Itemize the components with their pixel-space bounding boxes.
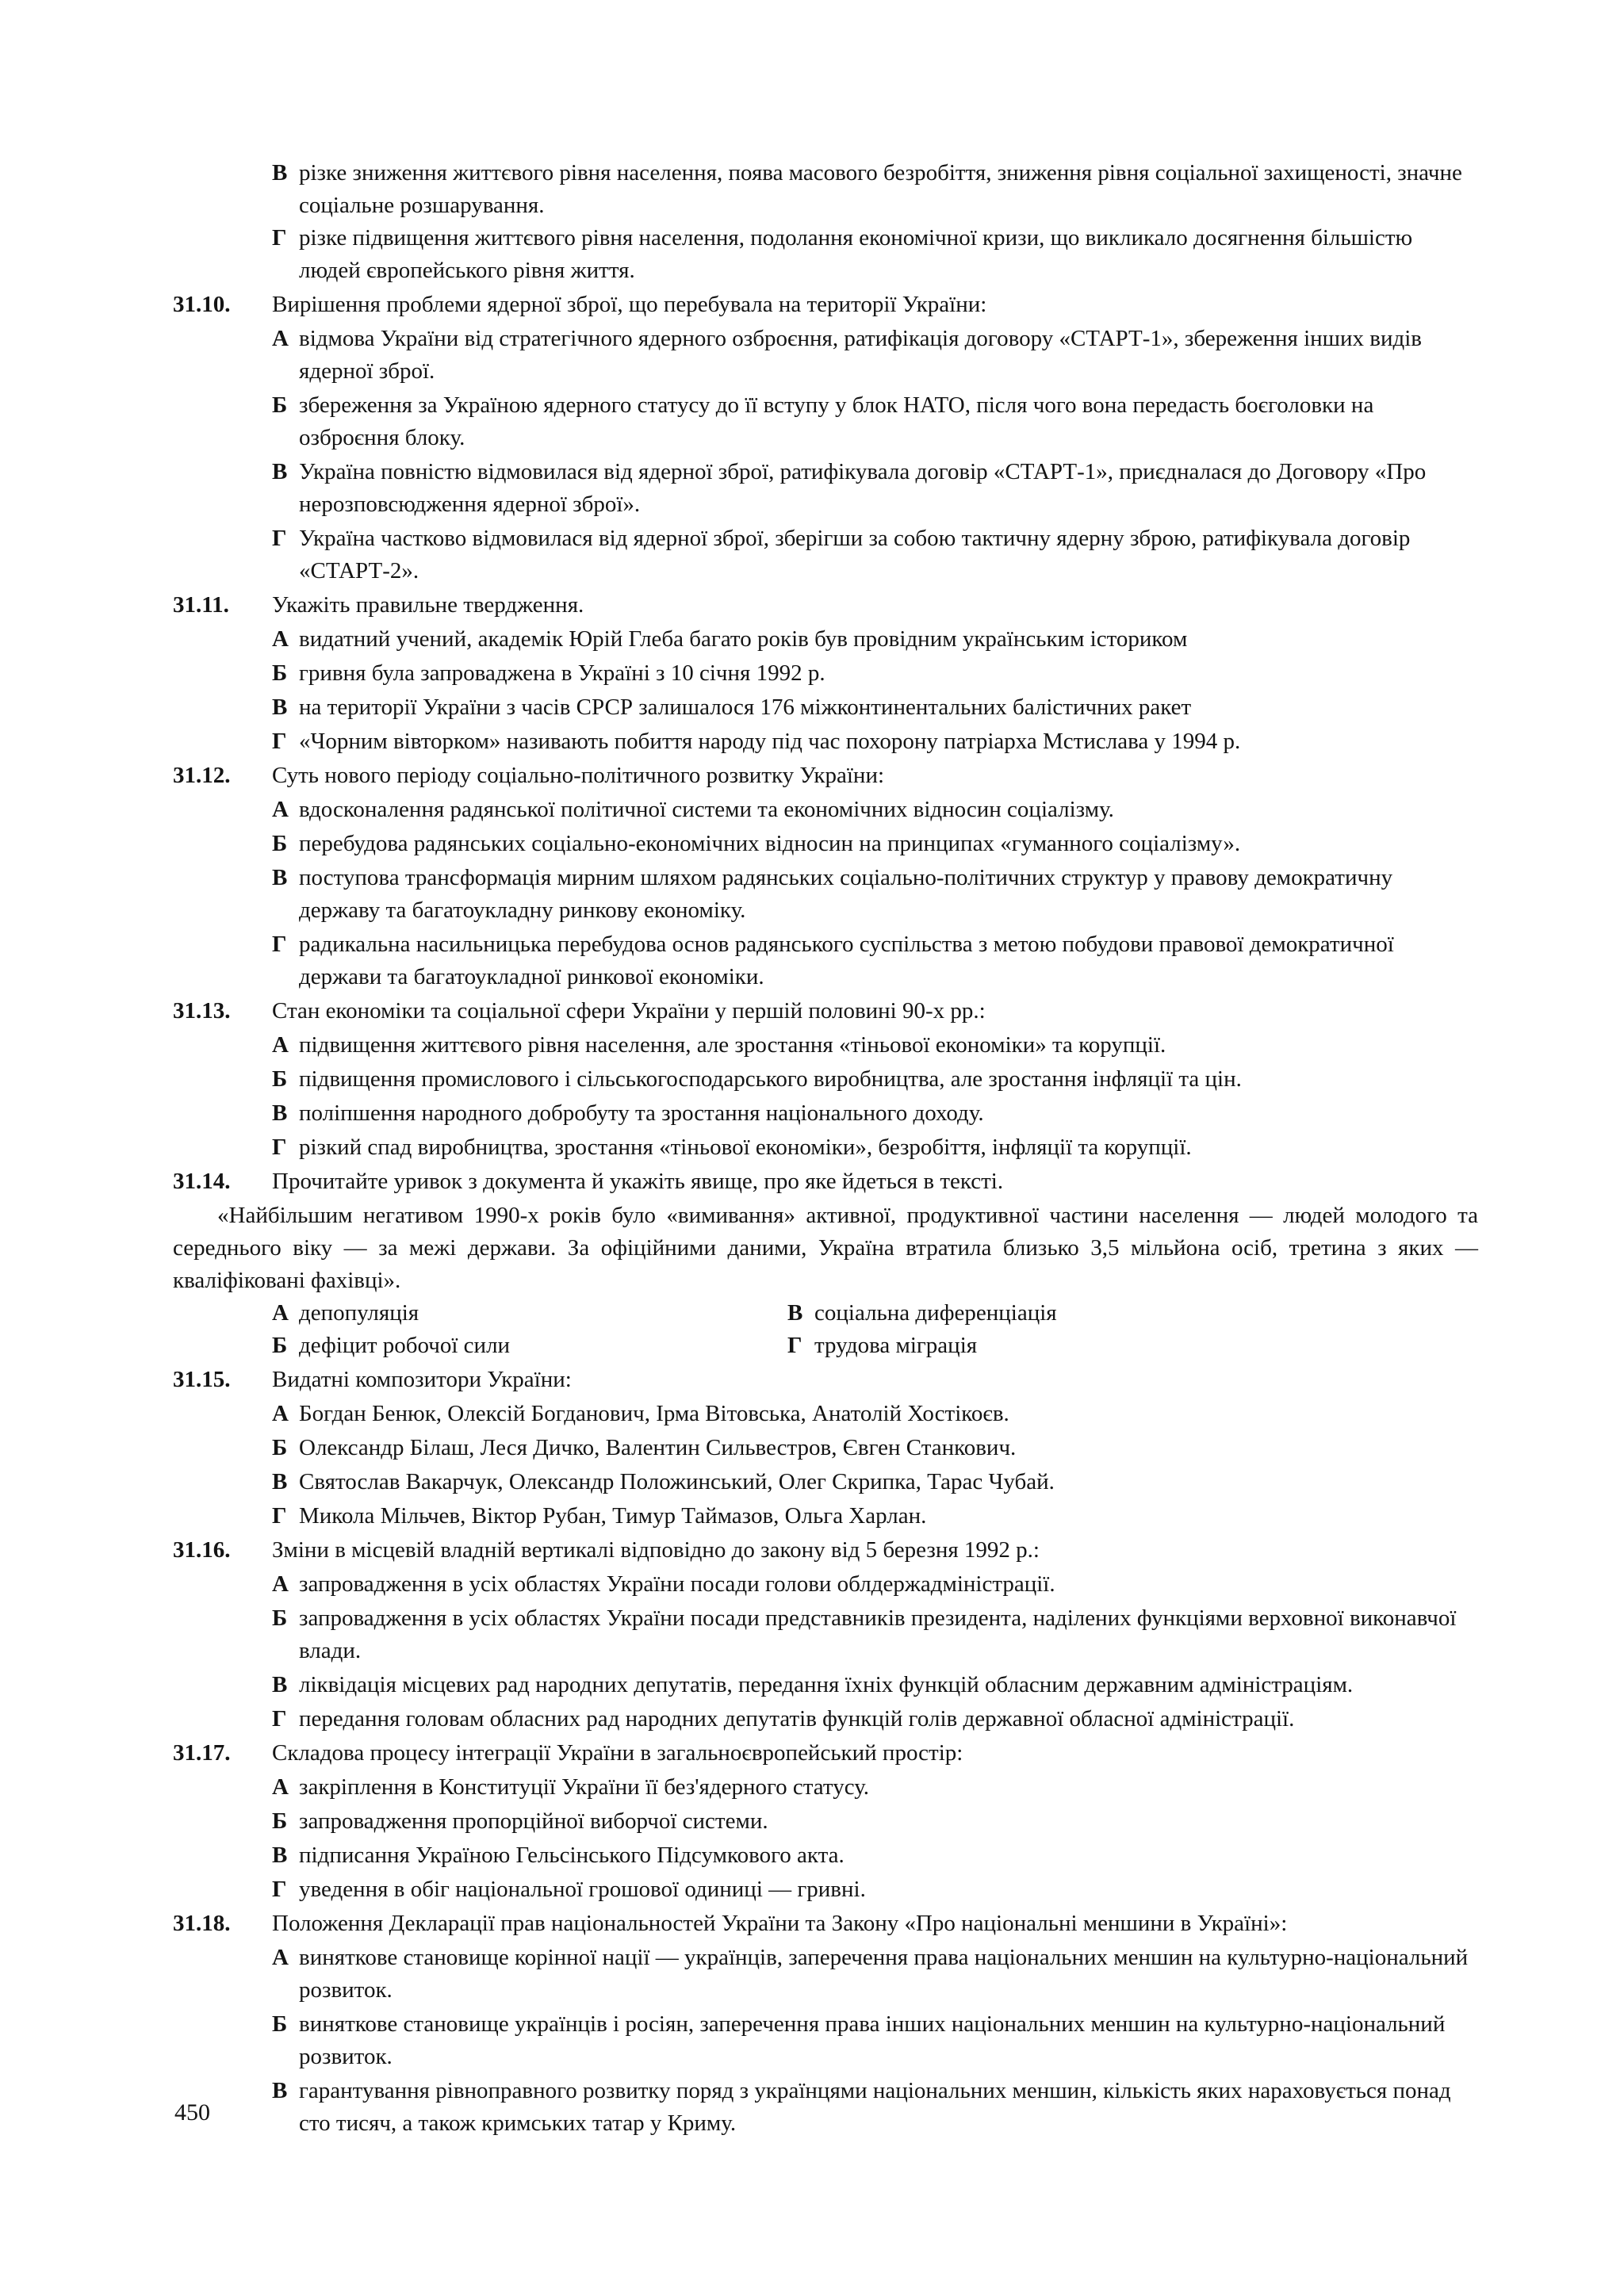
question-stem — [173, 1165, 1478, 1198]
option-letter: В — [272, 1843, 288, 1868]
option-text: різкий спад виробництва, зростання «тіньової економіки», безробіття, інфляції та корупції. — [299, 1135, 1192, 1160]
answer-option — [272, 1568, 1478, 1601]
option-letter: А — [272, 1571, 289, 1597]
answer-option — [272, 157, 1478, 222]
option-letter: В — [272, 695, 288, 720]
answer-option — [272, 1398, 1478, 1430]
answer-option — [272, 522, 1478, 587]
question-number: 31.18. — [173, 1911, 231, 1936]
answer-option — [272, 1097, 1478, 1130]
option-letter: Г — [787, 1333, 802, 1358]
answer-option — [272, 1063, 1478, 1096]
option-text: гарантування рівноправного розвитку поряд з українцями національних меншин, кількість яких нараховується понад сто тисяч, а також кримських татар у Криму. — [299, 2078, 1451, 2136]
question-block — [173, 289, 1478, 587]
question-number: 31.11. — [173, 592, 229, 618]
option-letter: Г — [272, 1503, 287, 1529]
option-letter: Б — [272, 660, 288, 686]
page-number: 450 — [174, 2099, 210, 2126]
question-block — [173, 1165, 1478, 1362]
option-letter: А — [272, 626, 289, 652]
option-letter: А — [272, 1945, 289, 1970]
question-block — [173, 1908, 1478, 2140]
question-text: Видатні композитори України: — [272, 1367, 572, 1392]
options-grid — [272, 1297, 1478, 1362]
option-text: різке підвищення життєвого рівня населення, подолання економічної кризи, що викликало досягнення більшістю людей європейського рівня життя. — [299, 225, 1413, 283]
answer-option — [272, 1771, 1478, 1804]
option-text: різке зниження життєвого рівня населення, поява масового безробіття, зниження рівня соціальної захищеності, значне соціальне розшарування. — [299, 160, 1462, 218]
answer-option — [787, 1330, 1303, 1362]
option-text: ліквідація місцевих рад народних депутатів, передання їхніх функцій обласним державним адміністраціям. — [299, 1672, 1354, 1697]
option-letter: В — [272, 1100, 288, 1126]
answer-option — [787, 1297, 1303, 1330]
option-letter: Г — [272, 1706, 287, 1732]
answer-option — [272, 1500, 1478, 1533]
option-letter: А — [272, 1032, 289, 1058]
answer-option — [272, 2075, 1478, 2140]
answer-option — [272, 1703, 1478, 1735]
answer-option — [272, 1669, 1478, 1701]
option-text: відмова України від стратегічного ядерного озброєння, ратифікація договору «СТАРТ-1», збереження інших видів ядерної зброї. — [299, 326, 1422, 384]
question-block — [173, 1534, 1478, 1735]
option-text: депопуляція — [299, 1300, 419, 1326]
option-text: уведення в обіг національної грошової одиниці — гривні. — [299, 1877, 866, 1902]
option-letter: Б — [272, 1066, 288, 1092]
option-text: запровадження пропорційної виборчої системи. — [299, 1808, 768, 1834]
answer-option — [272, 691, 1478, 724]
option-text: виняткове становище українців і росіян, заперечення права інших національних меншин на культурно-національний розвиток. — [299, 2011, 1446, 2069]
option-text: на території України з часів СРСР залишалося 176 міжконтинентальних балістичних ракет — [299, 695, 1192, 720]
option-letter: Б — [272, 831, 288, 856]
option-letter: А — [272, 797, 289, 822]
answer-option — [272, 1602, 1478, 1667]
option-letter: Г — [272, 1135, 287, 1160]
question-stem — [173, 760, 1478, 792]
answer-option — [272, 623, 1478, 656]
option-text: Святослав Вакарчук, Олександр Положинський, Олег Скрипка, Тарас Чубай. — [299, 1469, 1055, 1494]
option-text: Олександр Білаш, Леся Дичко, Валентин Сильвестров, Євген Станкович. — [299, 1435, 1017, 1460]
option-letter: Г — [272, 225, 287, 251]
option-text: підвищення життєвого рівня населення, але зростання «тіньової економіки» та корупції. — [299, 1032, 1166, 1058]
option-text: трудова міграція — [814, 1333, 978, 1358]
question-number: 31.16. — [173, 1537, 231, 1563]
option-letter: В — [272, 865, 288, 890]
question-block — [173, 1364, 1478, 1533]
option-text: підвищення промислового і сільськогосподарського виробництва, але зростання інфляції та цін. — [299, 1066, 1242, 1092]
question-block — [173, 1737, 1478, 1906]
question-text: Вирішення проблеми ядерної зброї, що перебувала на території України: — [272, 292, 987, 317]
answer-option — [272, 1029, 1478, 1062]
answer-option — [272, 1466, 1478, 1498]
option-letter: А — [272, 1774, 289, 1800]
answer-option — [272, 657, 1478, 690]
answer-option — [272, 323, 1478, 388]
option-letter: В — [272, 1469, 288, 1494]
answer-option — [272, 222, 1478, 287]
option-text: гривня була запроваджена в Україні з 10 січня 1992 р. — [299, 660, 825, 686]
answer-option — [272, 389, 1478, 454]
page-content — [173, 155, 1478, 2140]
question-number: 31.17. — [173, 1740, 231, 1766]
option-letter: А — [272, 1300, 289, 1326]
question-stem — [173, 1908, 1478, 1940]
question-text: Складова процесу інтеграції України в загальноєвропейський простір: — [272, 1740, 963, 1766]
answer-option — [272, 794, 1478, 826]
option-text: «Чорним вівторком» називають побиття народу під час похорону патріарха Мстислава у 1994 р. — [299, 729, 1241, 754]
option-letter: А — [272, 1401, 289, 1426]
question-stem — [173, 1364, 1478, 1396]
option-letter: Б — [272, 1435, 288, 1460]
question-number: 31.12. — [173, 763, 231, 788]
option-text: перебудова радянських соціально-економічних відносин на принципах «гуманного соціалізму». — [299, 831, 1241, 856]
option-letter: Г — [272, 1877, 287, 1902]
option-text: Україна повністю відмовилася від ядерної зброї, ратифікувала договір «СТАРТ-1», приєдналася до Договору «Про нерозповсюдження ядерної зброї». — [299, 459, 1427, 517]
option-text: радикальна насильницька перебудова основ радянського суспільства з метою побудови правової демократичної держави та багатоукладної ринкової економіки. — [299, 932, 1394, 989]
option-text: збереження за Україною ядерного статусу до її вступу у блок НАТО, після чого вона передасть боєголовки на озброєння блоку. — [299, 392, 1374, 450]
option-letter: Б — [272, 1605, 288, 1631]
answer-option — [272, 862, 1478, 927]
question-stem — [173, 589, 1478, 622]
option-text: запровадження в усіх областях України посади голови облдержадміністрації. — [299, 1571, 1055, 1597]
answer-option — [272, 1805, 1478, 1838]
question-stem — [173, 1737, 1478, 1770]
answer-option — [272, 1297, 787, 1330]
question-block — [173, 760, 1478, 993]
option-letter: Б — [272, 392, 288, 418]
answer-option — [272, 1432, 1478, 1464]
answer-option — [272, 725, 1478, 758]
option-letter: Б — [272, 1808, 288, 1834]
option-text: дефіцит робочої сили — [299, 1333, 511, 1358]
option-text: виняткове становище корінної нації — українців, заперечення права національних меншин на культурно-національний розвиток. — [299, 1945, 1469, 2003]
option-text: вдосконалення радянської політичної системи та економічних відносин соціалізму. — [299, 797, 1114, 822]
option-text: Україна частково відмовилася від ядерної зброї, зберігши за собою тактичну ядерну зброю, ратифікувала договір «СТАРТ-2». — [299, 526, 1411, 584]
option-letter: Б — [272, 1333, 288, 1358]
option-letter: В — [272, 160, 288, 186]
option-letter: Г — [272, 932, 287, 957]
option-text: передання головам обласних рад народних депутатів функцій голів державної обласної адміністрації. — [299, 1706, 1295, 1732]
option-text: Микола Мільчев, Віктор Рубан, Тимур Таймазов, Ольга Харлан. — [299, 1503, 927, 1529]
question-text: Стан економіки та соціальної сфери України у першій половині 90-х рр.: — [272, 998, 986, 1024]
question-text: Положення Декларації прав національностей України та Закону «Про національні меншини в Україні»: — [272, 1911, 1288, 1936]
question-stem — [173, 289, 1478, 321]
answer-option — [272, 1942, 1478, 2007]
question-number: 31.13. — [173, 998, 231, 1024]
option-letter: Б — [272, 2011, 288, 2037]
question-number: 31.10. — [173, 292, 231, 317]
option-text: запровадження в усіх областях України посади представників президента, наділених функціями верховної виконавчої влади. — [299, 1605, 1457, 1663]
question-text: Прочитайте уривок з документа й укажіть явище, про яке йдеться в тексті. — [272, 1169, 1004, 1194]
answer-option — [272, 456, 1478, 521]
option-letter: В — [272, 1672, 288, 1697]
option-letter: В — [272, 2078, 288, 2103]
answer-option — [272, 1873, 1478, 1906]
question-number: 31.14. — [173, 1169, 231, 1194]
answer-option — [272, 828, 1478, 860]
option-text: Богдан Бенюк, Олексій Богданович, Ірма Вітовська, Анатолій Хостікоєв. — [299, 1401, 1009, 1426]
question-block — [173, 589, 1478, 758]
question-stem — [173, 1534, 1478, 1567]
option-text: поступова трансформація мирним шляхом радянських соціально-політичних структур у правову демократичну державу та багатоукладну ринкову економіку. — [299, 865, 1393, 923]
option-letter: А — [272, 326, 289, 351]
answer-option — [272, 1330, 787, 1362]
option-text: видатний учений, академік Юрій Глеба багато років був провідним українським істориком — [299, 626, 1188, 652]
option-letter: Г — [272, 729, 287, 754]
question-text: Укажіть правильне твердження. — [272, 592, 584, 618]
question-block — [173, 995, 1478, 1164]
document-quote: «Найбільшим негативом 1990-х років було «вимивання» активної, продуктивної частини населення — людей молодого та середнього віку — за межі держави. За офіційними даними, Україна втратила близько 3,5 мільйона осіб, третина з яких — кваліфіковані фахівці». — [173, 1203, 1478, 1293]
answer-option — [272, 2008, 1478, 2073]
option-text: соціальна диференціація — [814, 1300, 1057, 1326]
answer-option — [272, 1839, 1478, 1872]
question-number: 31.15. — [173, 1367, 231, 1392]
option-text: поліпшення народного добробуту та зростання національного доходу. — [299, 1100, 984, 1126]
question-text: Зміни в місцевій владній вертикалі відповідно до закону від 5 березня 1992 р.: — [272, 1537, 1040, 1563]
question-text: Суть нового періоду соціально-політичного розвитку України: — [272, 763, 885, 788]
answer-option — [272, 928, 1478, 993]
option-letter: В — [272, 459, 288, 484]
option-letter: Г — [272, 526, 287, 551]
option-letter: В — [787, 1300, 803, 1326]
question-stem — [173, 995, 1478, 1027]
option-text: підписання Україною Гельсінського Підсумкового акта. — [299, 1843, 845, 1868]
answer-option — [272, 1131, 1478, 1164]
option-text: закріплення в Конституції України її без'ядерного статусу. — [299, 1774, 870, 1800]
